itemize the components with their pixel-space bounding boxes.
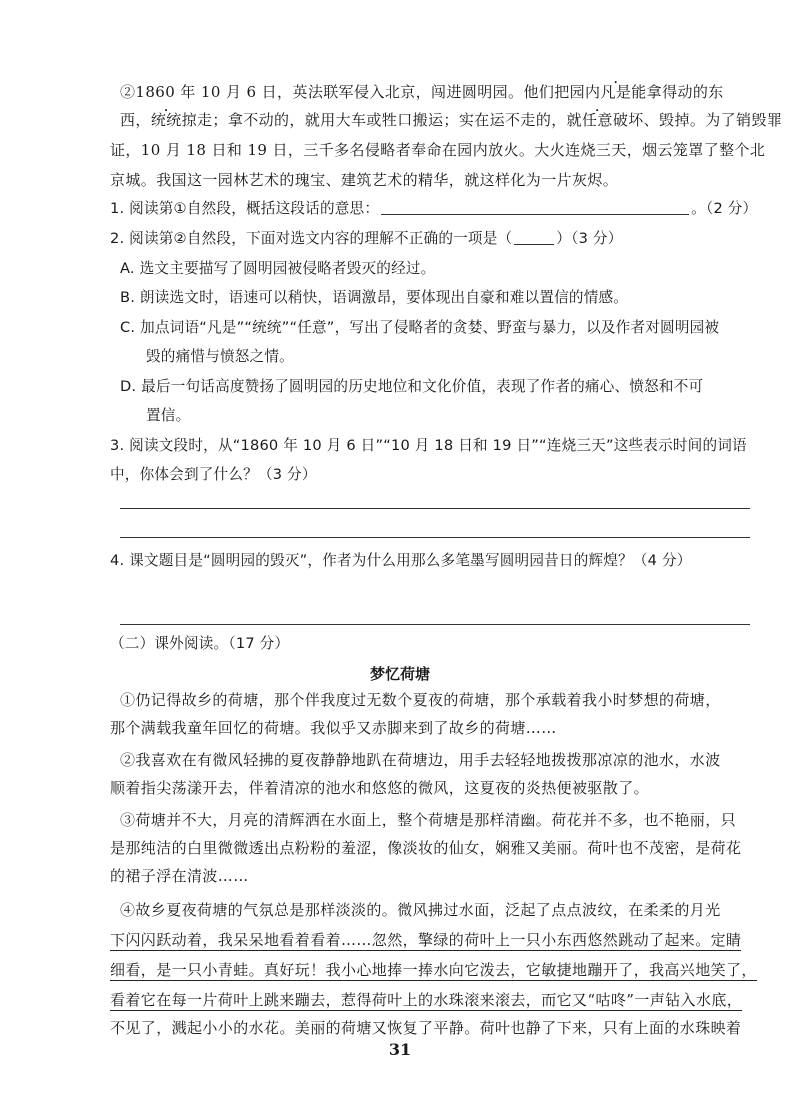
dotted-word: 任意	[582, 111, 613, 129]
article-line	[110, 930, 741, 950]
underlined-text: 细看，是一只小青蛙。真好玩！我小心地捧一捧水向它泼去，它敏捷地蹦开了，我高兴地笑了，	[110, 961, 757, 979]
passage-text: 西，	[120, 111, 151, 129]
article-line: 那个满载我童年回忆的荷塘。我似乎又赤脚来到了故乡的荷塘……	[110, 719, 557, 737]
option-c-cont: 毁的痛惜与愤怒之情。	[146, 348, 294, 365]
question-4: 4. 课文题目是“圆明园的毁灭”，作者为什么用那么多笔墨写圆明园昔日的辉煌？（4 分）	[110, 552, 692, 569]
passage-text: 能拿得动的东	[631, 83, 724, 101]
page-number: 31	[388, 1040, 412, 1059]
article-title: 梦忆荷塘	[369, 665, 430, 683]
article-line: 的裙子浮在清波……	[110, 867, 249, 885]
article-line	[110, 990, 742, 1010]
passage-text: 掠走；拿不动的，就用大车或牲口搬运；实在运不走的，就	[181, 111, 583, 129]
article-line: 顺着指尖荡漾开去，伴着清凉的池水和悠悠的微风，这夏夜的炎热便被驱散了。	[110, 779, 650, 797]
question-3: 3. 阅读文段时，从“1860 年 10 月 6 日”“10 月 18 日和 19 日”“连烧三天”这些表示时间的词语	[110, 437, 747, 454]
answer-line[interactable]	[120, 508, 750, 509]
passage-line	[120, 82, 724, 102]
answer-line[interactable]	[120, 624, 750, 625]
question-text: ）（3 分）	[556, 230, 623, 247]
answer-paren[interactable]	[514, 229, 554, 245]
option-a: A. 选文主要描写了圆明园被侵略者毁灭的经过。	[120, 260, 436, 277]
answer-blank[interactable]	[381, 199, 689, 215]
passage-text: ②1860 年 10 月 6 日，英法联军侵入北京，闯进圆明园。他们把园内	[120, 83, 601, 101]
underlined-text: 看着它在每一片荷叶上跳来蹦去，惹得荷叶上的水珠滚来滚去，而它又“咕咚”一声钻入水底，	[110, 991, 743, 1009]
passage-text: 破坏、毁掉。为了销毁罪	[612, 111, 783, 129]
option-c: C. 加点词语“凡是”“统统”“任意”，写出了侵略者的贪婪、野蛮与暴力，以及作者对圆明园被	[120, 319, 720, 336]
option-b: B. 朗读选文时，语速可以稍快，语调激昂，要体现出自豪和难以置信的情感。	[120, 289, 629, 306]
passage-line: 京城。我国这一园林艺术的瑰宝、建筑艺术的精华，就这样化为一片灰烬。	[110, 171, 619, 189]
question-text: 2. 阅读第②自然段，下面对选文内容的理解不正确的一项是（	[110, 230, 513, 247]
article-line: 不见了，溅起小小的水花。美丽的荷塘又恢复了平静。荷叶也静了下来，只有上面的水珠映着	[110, 1019, 742, 1037]
question-3-cont: 中，你体会到了什么？（3 分）	[110, 466, 317, 483]
option-d: D. 最后一句话高度赞扬了圆明园的历史地位和文化价值，表现了作者的痛心、愤怒和不可	[120, 378, 704, 395]
article-line	[110, 960, 757, 980]
dotted-word: 凡是	[600, 83, 632, 101]
question-text: 。（2 分）	[691, 200, 758, 217]
article-line: ①仍记得故乡的荷塘，那个伴我度过无数个夏夜的荷塘，那个承载着我小时梦想的荷塘，	[120, 691, 721, 709]
dotted-word: 统统	[150, 111, 182, 129]
question-1	[110, 199, 757, 219]
underlined-text: 下闪闪跃动着，我呆呆地看着看着……忽然，擎绿的荷叶上一只小东西悠然跳动了起来。定睛	[110, 931, 742, 949]
answer-line[interactable]	[120, 537, 750, 538]
option-d-cont: 置信。	[146, 407, 191, 424]
question-text: 1. 阅读第①自然段，概括这段话的意思：	[110, 200, 380, 217]
section-heading: （二）课外阅读。（17 分）	[110, 635, 290, 652]
article-line: ②我喜欢在有微风轻拂的夏夜静静地趴在荷塘边，用手去轻轻地拨拨那凉凉的池水，水波	[120, 751, 721, 769]
article-line: ④故乡夏夜荷塘的气氛总是那样淡淡的。微风拂过水面，泛起了点点波纹，在柔柔的月光	[120, 901, 721, 919]
passage-line: 证，10 月 18 日和 19 日，三千多名侵略者奉命在园内放火。大火连烧三天，烟云笼罩了整个北	[110, 141, 766, 159]
article-line: 是那纯洁的白里微微透出点粉粉的羞涩，像淡妆的仙女，娴雅又美丽。荷叶也不茂密，是荷花	[110, 839, 742, 857]
article-line: ③荷塘并不大，月亮的清辉洒在水面上，整个荷塘是那样清幽。荷花并不多，也不艳丽，只	[120, 811, 737, 829]
question-2	[110, 229, 623, 249]
passage-line	[120, 110, 782, 130]
